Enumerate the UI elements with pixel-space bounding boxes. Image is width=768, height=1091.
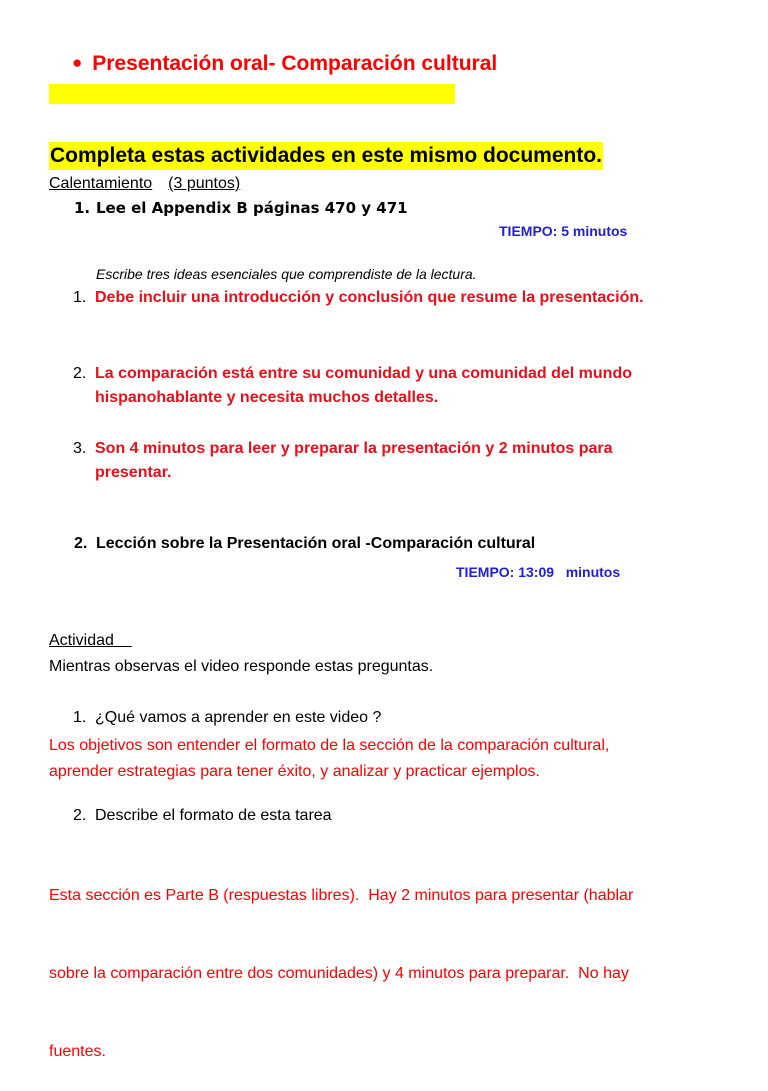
answer-line: Los objetivos son entender el formato de la sección de la comparación cultural, (49, 737, 610, 754)
idea-number: 3. (73, 440, 87, 457)
step-1 (74, 199, 408, 217)
idea-line: La comparación está entre su comunidad y una comunidad del mundo (95, 365, 632, 382)
ideas-prompt: Escribe tres ideas esenciales que comprendiste de la lectura. (96, 266, 477, 282)
question-number: 1. (73, 709, 87, 726)
step-1-time: TIEMPO: 5 minutos (499, 223, 628, 239)
question-1 (73, 709, 381, 727)
idea-number: 2. (73, 365, 87, 382)
warmup-title: Calentamiento (49, 175, 153, 192)
warmup-label (49, 175, 240, 193)
activity-intro: Mientras observas el video responde estas preguntas. (49, 658, 434, 675)
instruction-heading: Completa estas actividades en este mismo documento. (49, 142, 603, 170)
idea-item-1 (73, 286, 644, 310)
highlight-bar (49, 84, 455, 104)
page-title (72, 52, 497, 76)
step-2-text: Lección sobre la Presentación oral -Comparación cultural (96, 535, 536, 552)
idea-line: Son 4 minutos para leer y preparar la presentación y 2 minutos para (95, 440, 613, 457)
bullet-icon: ● (72, 53, 83, 72)
answer-line: Esta sección es Parte B (respuestas libres). Hay 2 minutos para presentar (hablar (49, 887, 634, 904)
question-number: 2. (73, 807, 87, 824)
answer-line: aprender estrategias para tener éxito, y analizar y practicar ejemplos. (49, 763, 540, 780)
answer-2 (49, 831, 633, 1091)
question-2 (73, 807, 332, 825)
step-1-text: Lee el Appendix B páginas 470 y 471 (96, 199, 408, 217)
step-2-number: 2. (74, 535, 88, 552)
warmup-points: (3 puntos) (168, 175, 241, 192)
question-text: Describe el formato de esta tarea (95, 807, 332, 824)
answer-line: fuentes. (49, 1043, 106, 1060)
question-text: ¿Qué vamos a aprender en este video ? (95, 709, 382, 726)
idea-number: 1. (73, 289, 87, 306)
idea-line-cont: presentar. (95, 464, 172, 481)
step-1-number: 1. (74, 199, 91, 217)
step-2 (74, 535, 535, 553)
idea-item-2 (73, 362, 632, 410)
activity-label-text: Actividad (49, 632, 114, 649)
idea-line: Debe incluir una introducción y conclusión que resume la presentación. (95, 289, 644, 306)
activity-label (49, 632, 132, 650)
step-2-time: TIEMPO: 13:09 minutos (456, 564, 621, 580)
title-text: Presentación oral- Comparación cultural (92, 52, 498, 75)
answer-1 (49, 733, 609, 785)
idea-item-3 (73, 437, 613, 485)
answer-line: sobre la comparación entre dos comunidades) y 4 minutos para preparar. No hay (49, 965, 629, 982)
idea-line-cont: hispanohablante y necesita muchos detalles. (95, 389, 439, 406)
